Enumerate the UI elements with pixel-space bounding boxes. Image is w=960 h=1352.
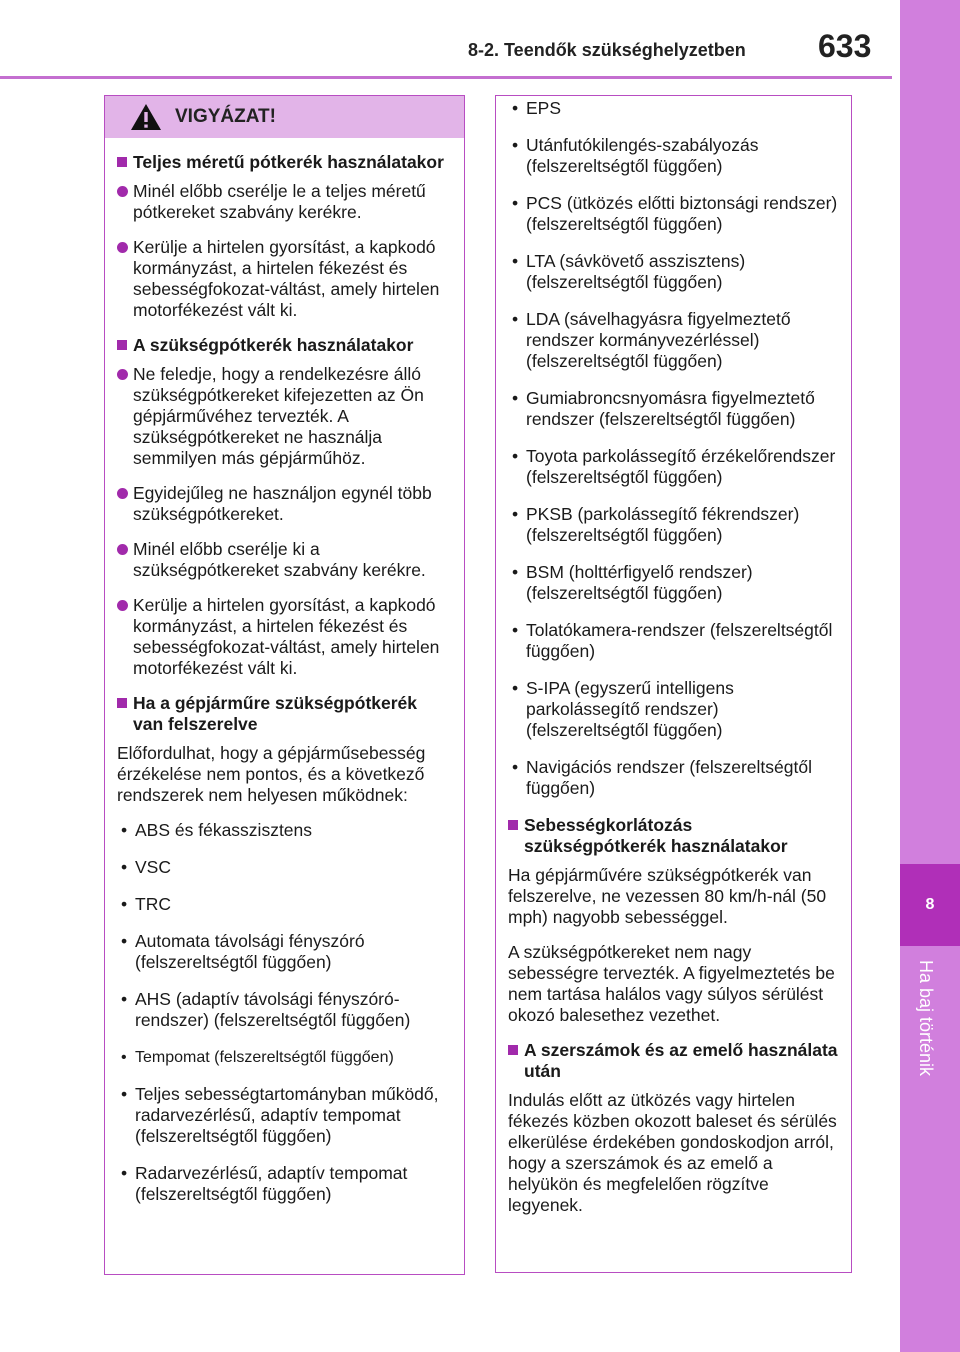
list-item: • EPS [512,98,562,118]
list-item: • Tolatókamera-rendszer (felszereltségtől függően) [512,620,833,661]
list-item: • PKSB (parkolássegítő fékrendszer) (felszereltségtől függően) [512,504,800,545]
list-item: Kerülje a hirtelen gyorsítást, a kapkodó kormányzást, a hirtelen fékezést és sebességfokozat-váltást, amely hirtelen motorfékezést vált ki. [117,595,452,679]
chapter-side-tab [900,0,960,1352]
dot-bullet-icon [117,242,128,253]
list-item: • AHS (adaptív távolsági fényszóró-rendszer) (felszereltségtől függően) [121,989,411,1030]
list-item: • PCS (ütközés előtti biztonsági rendszer) (felszereltségtől függően) [512,193,838,234]
list-item: • ABS és fékasszisztens [121,820,313,840]
section-heading: Ha a gépjárműre szükségpótkerék van felszerelve [117,693,452,735]
warning-box-left [104,95,465,1275]
list-item: • Radarvezérlésű, adaptív tempomat (felszereltségtől függően) [121,1163,408,1204]
list-item: • Gumiabroncsnyomásra figyelmeztető rendszer (felszereltségtől függően) [512,388,815,429]
header-divider [0,76,892,79]
list-item: Minél előbb cserélje le a teljes méretű pótkereket szabvány kerékre. [117,181,452,223]
square-bullet-icon [117,698,127,708]
section-heading: A szerszámok és az emelő használata után [508,1040,839,1082]
list-item: • Tempomat (felszereltségtől függően) [121,1049,394,1066]
chapter-label: Ha baj történik [916,960,936,1077]
list-item: • LDA (sávelhagyásra figyelmeztető rendszer kormányvezérléssel) (felszereltségtől függően) [512,309,791,371]
paragraph: Ha gépjárművére szükségpótkerék van felszerelve, ne vezessen 80 km/h-nál (50 mph) nagyobb sebességgel. [508,865,827,927]
list-item: • VSC [121,857,171,877]
dot-bullet-icon [117,369,128,380]
list-item: Kerülje a hirtelen gyorsítást, a kapkodó kormányzást, a hirtelen fékezést és sebességfokozat-váltást, amely hirtelen motorfékezést vált ki. [117,237,452,321]
page-number: 633 [818,28,872,64]
list-item: • Automata távolsági fényszóró (felszereltségtől függően) [121,931,365,972]
dot-bullet-icon [117,488,128,499]
warning-title: VIGYÁZAT! [175,106,276,127]
paragraph: A szükségpótkereket nem nagy sebességre tervezték. A figyelmeztetés be nem tartása halálos vagy súlyos sérülést okozó balesethez vezethet. [508,942,835,1025]
list-item: • LTA (sávkövető asszisztens) (felszereltségtől függően) [512,251,746,292]
list-item: • Navigációs rendszer (felszereltségtől függően) [512,757,812,798]
chapter-number: 8 [900,864,960,946]
square-bullet-icon [508,820,518,830]
list-item: • TRC [121,894,171,914]
warning-triangle-icon [129,102,163,132]
header-title: 8-2. Teendők szükséghelyzetben [468,40,746,60]
list-item: • S-IPA (egyszerű intelligens parkolássegítő rendszer) (felszereltségtől függően) [512,678,734,740]
list-item: • Teljes sebességtartományban működő, radarvezérlésű, adaptív tempomat (felszereltségtől függően) [121,1084,439,1146]
section-heading: A szükségpótkerék használatakor [117,335,452,356]
square-bullet-icon [117,157,127,167]
square-bullet-icon [508,1045,518,1055]
list-item: Egyidejűleg ne használjon egynél több szükségpótkereket. [117,483,452,525]
dot-bullet-icon [117,186,128,197]
dot-bullet-icon [117,600,128,611]
warning-box-right [495,95,852,1273]
list-item: • Toyota parkolássegítő érzékelőrendszer (felszereltségtől függően) [512,446,836,487]
section-heading: Teljes méretű pótkerék használatakor [117,152,452,173]
list-item: • Utánfutókilengés-szabályozás (felszereltségtől függően) [512,135,759,176]
warning-header [105,96,464,138]
list-item: Minél előbb cserélje ki a szükségpótkereket szabvány kerékre. [117,539,452,581]
section-heading: Sebességkorlátozás szükségpótkerék használatakor [508,815,839,857]
paragraph: Előfordulhat, hogy a gépjárműsebesség érzékelése nem pontos, és a következő rendszerek nem helyesen működnek: [117,743,426,805]
list-item: • BSM (holttérfigyelő rendszer) (felszereltségtől függően) [512,562,753,603]
dot-bullet-icon [117,544,128,555]
paragraph: Indulás előtt az ütközés vagy hirtelen fékezés közben okozott baleset és sérülés elkerülése érdekében gondoskodjon arról, hogy a szerszámok és az emelő a helyükön és megfelelően rögzítve legyenek. [508,1090,837,1215]
square-bullet-icon [117,340,127,350]
list-item: Ne feledje, hogy a rendelkezésre álló szükségpótkereket kifejezetten az Ön gépjárművéhez tervezték. A szükségpótkereket ne használja semmilyen más gépjárműhöz. [117,364,452,469]
